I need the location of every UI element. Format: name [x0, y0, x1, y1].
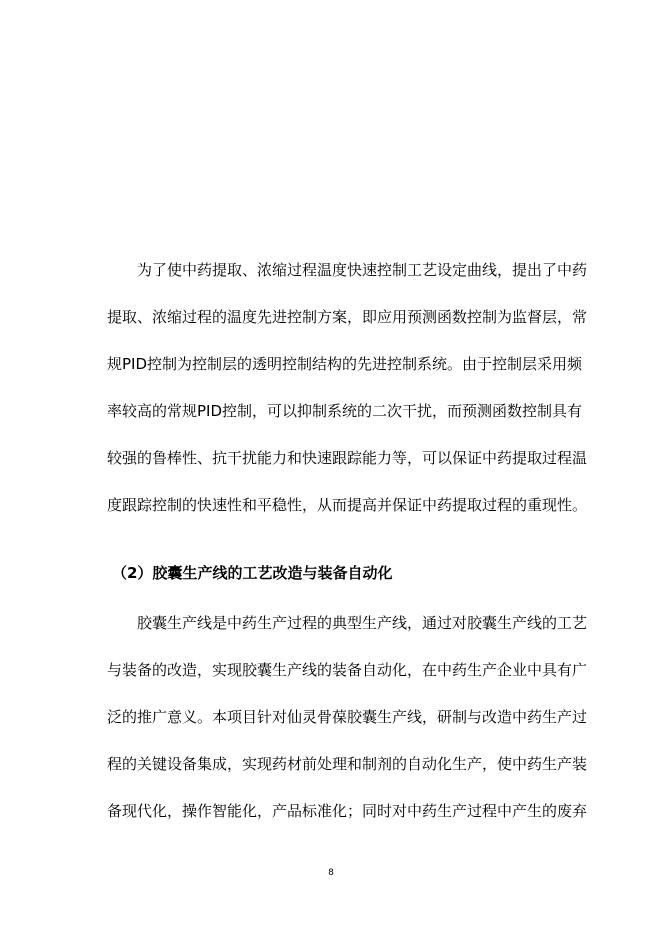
paragraph-1-line-5: 较强的鲁棒性、抗干扰能力和快速跟踪能力等，可以保证中药提取过程温	[107, 449, 588, 467]
paragraph-2-line-2: 与装备的改造，实现胶囊生产线的装备自动化，在中药生产企业中具有广	[107, 661, 588, 679]
paragraph-1-line-2: 提取、浓缩过程的温度先进控制方案，即应用预测函数控制为监督层，常	[107, 308, 588, 326]
paragraph-2-line-5: 备现代化，操作智能化，产品标准化；同时对中药生产过程中产生的废弃	[107, 802, 588, 820]
paragraph-2-line-4: 程的关键设备集成，实现药材前处理和制剂的自动化生产，使中药生产装	[107, 755, 588, 773]
paragraph-2-line-1-text: 胶囊生产线是中药生产过程的典型生产线，通过对胶囊生产线的工艺	[137, 614, 588, 632]
section-heading: （2）胶囊生产线的工艺改造与装备自动化	[112, 564, 393, 582]
paragraph-1-line-3: 规PID控制为控制层的透明控制结构的先进控制系统。由于控制层采用频	[107, 355, 583, 373]
paragraph-1-line-6: 度跟踪控制的快速性和平稳性，从而提高并保证中药提取过程的重现性。	[107, 496, 588, 514]
paragraph-2-line-3: 泛的推广意义。本项目针对仙灵骨葆胶囊生产线，研制与改造中药生产过	[107, 708, 588, 726]
paragraph-2-line-1	[107, 612, 588, 634]
paragraph-1-line-1	[107, 259, 588, 281]
paragraph-1-line-4: 率较高的常规PID控制，可以抑制系统的二次干扰，而预测函数控制具有	[107, 402, 583, 420]
paragraph-1-line-1-text: 为了使中药提取、浓缩过程温度快速控制工艺设定曲线，提出了中药	[137, 261, 588, 279]
page-number: 8	[328, 868, 334, 878]
